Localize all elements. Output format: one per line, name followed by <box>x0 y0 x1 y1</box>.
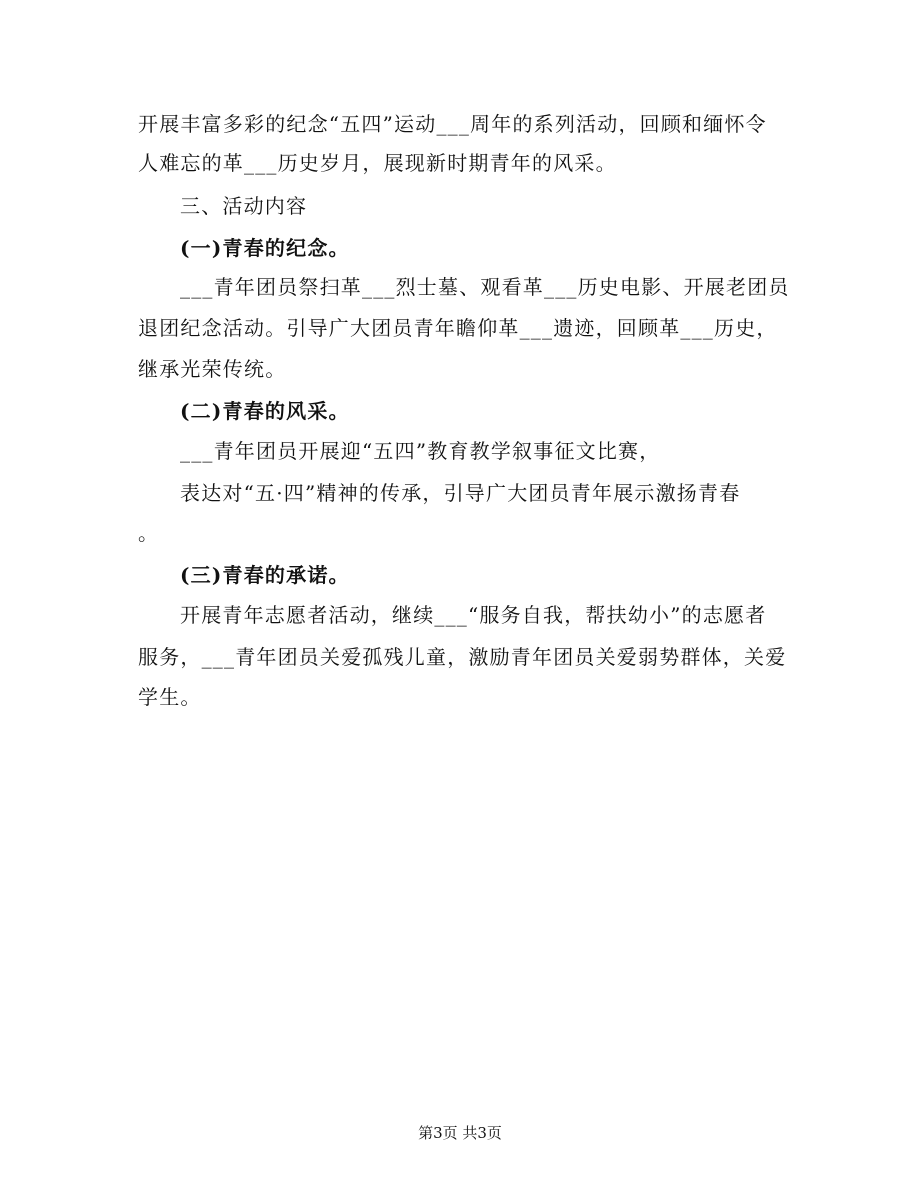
paragraph-line: 开展丰富多彩的纪念“五四”运动___周年的系列活动，回顾和缅怀令 <box>138 112 767 136</box>
subsection-heading: (二)青春的风采。 <box>180 399 350 423</box>
subsection-heading: (三)青春的承诺。 <box>180 563 350 587</box>
paragraph-line: 退团纪念活动。引导广大团员青年瞻仰革___遗迹，回顾革___历史， <box>138 316 778 340</box>
paragraph-line: ___青年团员开展迎“五四”教育教学叙事征文比赛， <box>180 439 661 463</box>
subsection-heading: (一)青春的纪念。 <box>180 236 350 260</box>
section-heading: 三、活动内容 <box>180 194 308 218</box>
paragraph-line: 开展青年志愿者活动，继续___“服务自我，帮扶幼小”的志愿者 <box>180 603 767 627</box>
paragraph-line: ___青年团员祭扫革___烈士墓、观看革___历史电影、开展老团员 <box>180 275 790 299</box>
page-footer: 第3页 共3页 <box>418 1124 502 1142</box>
paragraph-line: 。 <box>138 521 160 545</box>
paragraph-line: 服务，___青年团员关爱孤残儿童，激励青年团员关爱弱势群体，关爱 <box>138 645 787 669</box>
paragraph-line: 继承光荣传统。 <box>138 357 287 381</box>
paragraph-line: 人难忘的革___历史岁月，展现新时期青年的风采。 <box>138 151 617 175</box>
paragraph-line: 学生。 <box>138 685 202 709</box>
paragraph-line: 表达对“五·四”精神的传承，引导广大团员青年展示激扬青春 <box>180 481 741 505</box>
